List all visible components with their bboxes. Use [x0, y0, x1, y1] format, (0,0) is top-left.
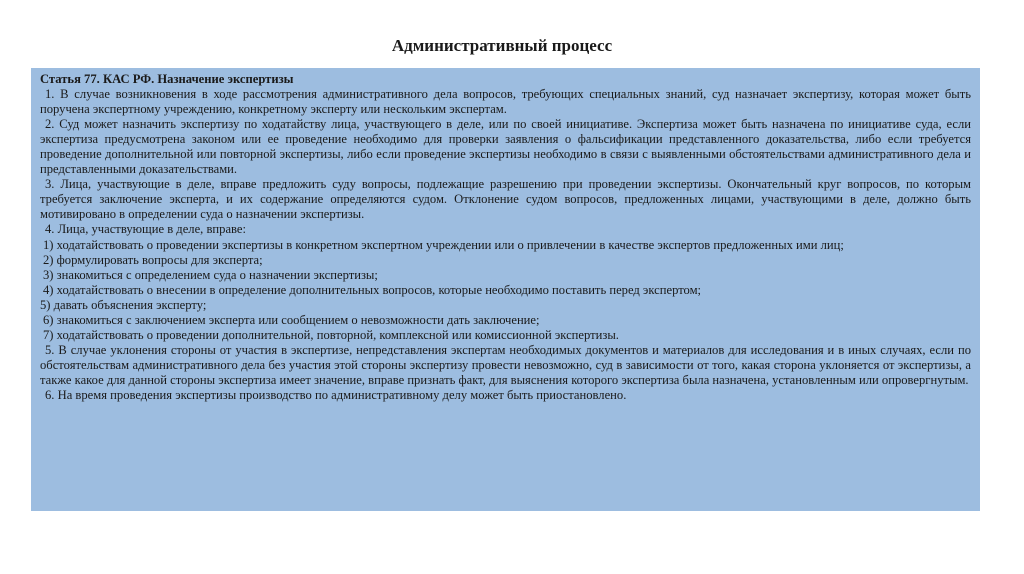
right-item-1: 1) ходатайствовать о проведении экспертизы в конкретном экспертном учреждении или о привлечении в качестве экспертов предложенных ими лиц; [43, 237, 844, 252]
paragraph-1: 1. В случае возникновения в ходе рассмотрения административного дела вопросов, требующих специальных знаний, суд назначает экспертизу, которая может быть поручена экспертному учреждению, конкретному эксперту или нескольким экспертам. [40, 87, 971, 117]
right-item-3: 3) знакомиться с определением суда о назначении экспертизы; [43, 267, 378, 282]
paragraph-2: 2. Суд может назначить экспертизу по ходатайству лица, участвующего в деле, или по своей инициативе. Экспертиза может быть назначена по инициативе суда, если экспертиза предусмотрена законом или ее проведение необходимо для проверки заявления о фальсификации представленного доказательства, либо если требуется проведение дополнительной или повторной экспертизы, либо если проведение экспертизы необходимо в связи с выявленными обстоятельствами административного дела и представленными доказательствами. [40, 117, 971, 177]
paragraph-5: 5. В случае уклонения стороны от участия в экспертизе, непредставления экспертам необходимых документов и материалов для исследования и в иных случаях, если по обстоятельствам административного дела без участия этой стороны экспертизу провести невозможно, суд в зависимости от того, какая сторона уклоняется от экспертизы, а также какое для данной стороны экспертиза имеет значение, вправе признать факт, для выяснения которого экспертиза была назначена, установленным или опровергнутым. [40, 342, 971, 387]
article-heading: Статья 77. КАС РФ. Назначение экспертизы [40, 72, 294, 86]
paragraph-4: 4. Лица, участвующие в деле, вправе: [45, 222, 247, 237]
right-item-5: 5) давать объяснения эксперту; [40, 297, 207, 312]
right-item-2: 2) формулировать вопросы для эксперта; [43, 252, 263, 267]
paragraph-3: 3. Лица, участвующие в деле, вправе предложить суду вопросы, подлежащие разрешению при проведении экспертизы. Окончательный круг вопросов, по которым требуется заключение эксперта, и их содержание определяются судом. Отклонение судом вопросов, предложенных лицами, участвующими в деле, должно быть мотивировано в определении суда о назначении экспертизы. [40, 177, 971, 222]
right-item-6: 6) знакомиться с заключением эксперта или сообщением о невозможности дать заключение; [43, 312, 540, 327]
slide-title [0, 36, 1024, 56]
slide-title-text: Административный процесс [391, 36, 613, 55]
right-item-7: 7) ходатайствовать о проведении дополнительной, повторной, комплексной или комиссионной экспертизы. [43, 327, 619, 342]
paragraph-6: 6. На время проведения экспертизы производство по административному делу может быть приостановлено. [45, 387, 627, 402]
right-item-4: 4) ходатайствовать о внесении в определение дополнительных вопросов, которые необходимо поставить перед экспертом; [43, 282, 702, 297]
article-text-panel [31, 68, 980, 511]
